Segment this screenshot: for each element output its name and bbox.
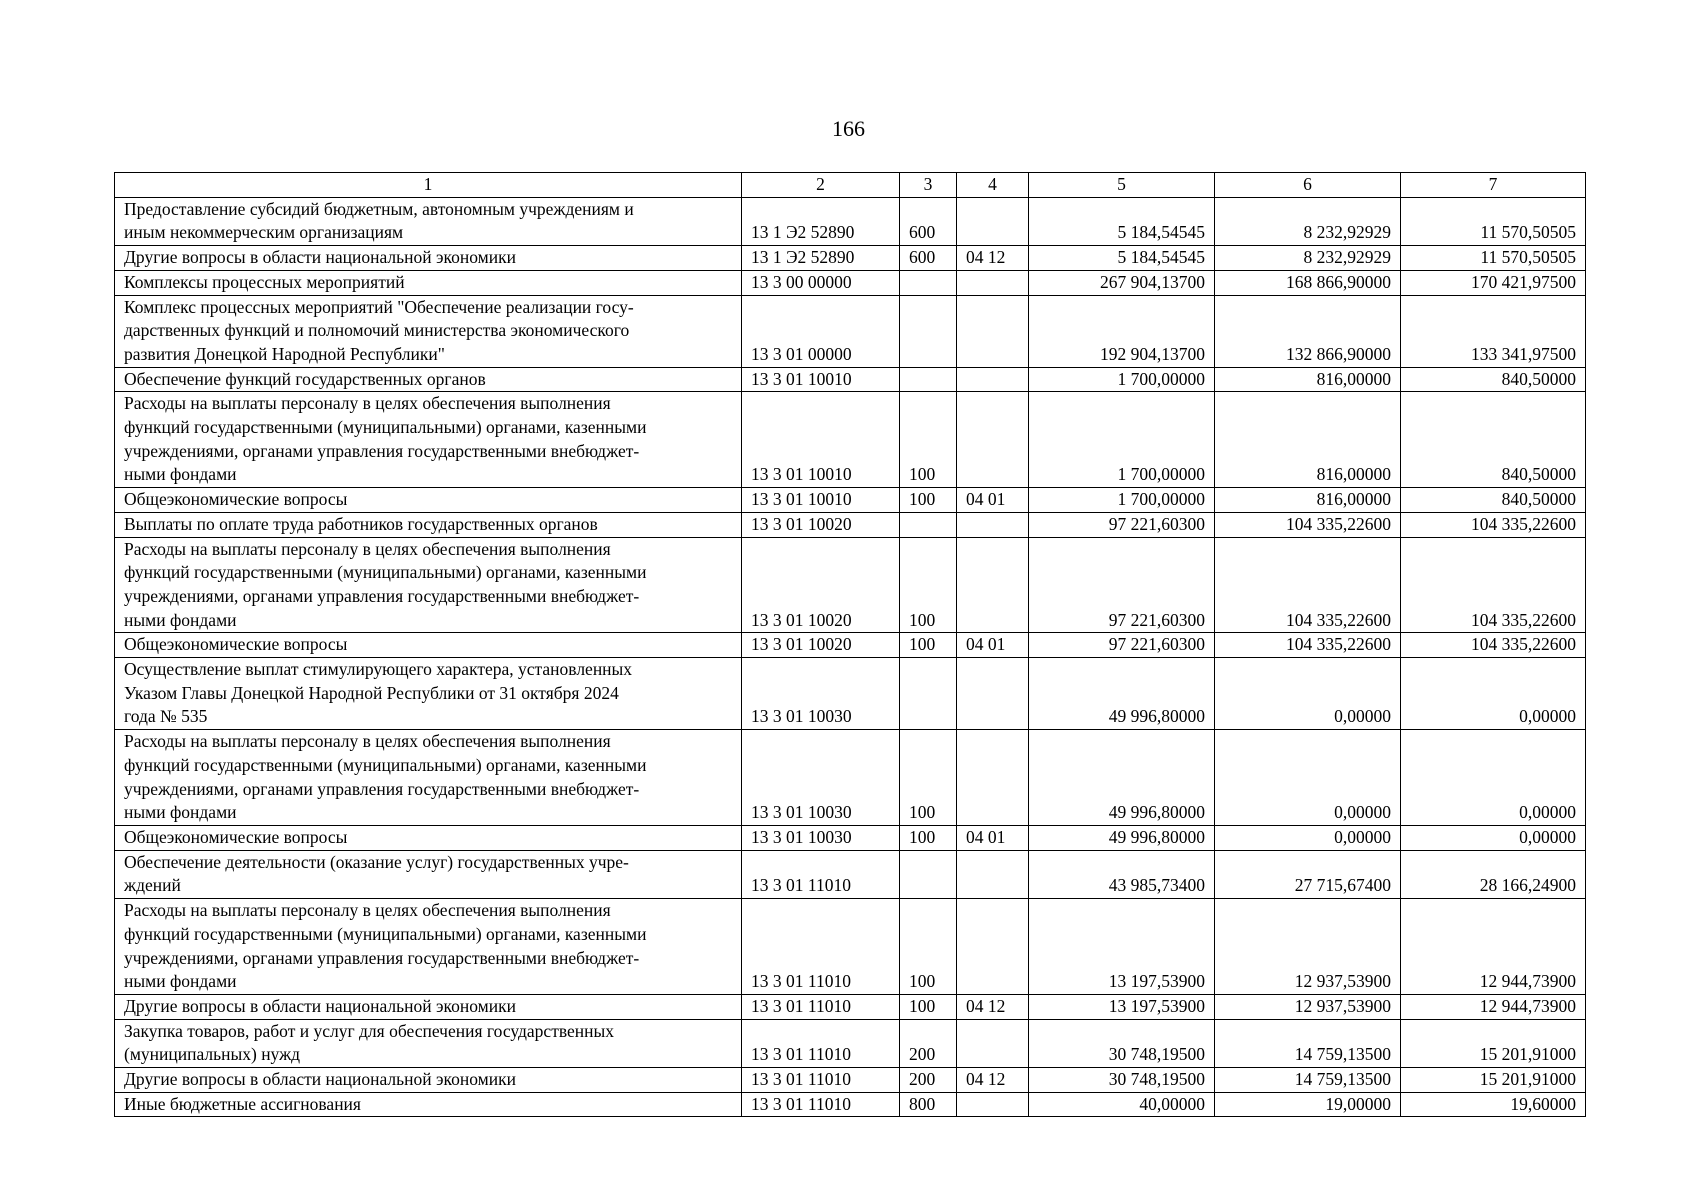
row-code-cell: 13 3 01 10030 [742,825,900,850]
column-header: 6 [1215,173,1401,198]
table-row [115,1092,1586,1117]
table-row [115,1019,1586,1067]
row-amount-col7-cell: 840,50000 [1401,392,1586,488]
row-expense-type-cell: 100 [900,825,957,850]
row-code-cell: 13 3 01 11010 [742,1092,900,1117]
table-row [115,658,1586,730]
row-expense-type-cell: 100 [900,633,957,658]
row-amount-col6-cell: 0,00000 [1215,658,1401,730]
row-section-cell [957,730,1029,826]
row-code-cell: 13 3 01 11010 [742,1019,900,1067]
row-expense-type-cell: 600 [900,197,957,245]
row-code-cell: 13 3 01 10010 [742,367,900,392]
row-code-cell: 13 3 01 11010 [742,994,900,1019]
row-amount-col7-cell: 170 421,97500 [1401,270,1586,295]
budget-table [114,172,1586,1117]
row-amount-col5-cell: 43 985,73400 [1029,850,1215,898]
row-amount-col5-cell: 49 996,80000 [1029,730,1215,826]
table-row [115,246,1586,271]
row-expense-type-cell [900,850,957,898]
column-header-row [115,173,1586,198]
row-name-cell: Обеспечение деятельности (оказание услуг) государственных учре- ждений [115,850,742,898]
row-code-cell: 13 3 01 10020 [742,633,900,658]
row-amount-col6-cell: 0,00000 [1215,825,1401,850]
row-code-cell: 13 3 01 11010 [742,1068,900,1093]
column-header: 5 [1029,173,1215,198]
row-amount-col7-cell: 15 201,91000 [1401,1019,1586,1067]
row-amount-col5-cell: 97 221,60300 [1029,633,1215,658]
column-header: 4 [957,173,1029,198]
row-amount-col7-cell: 0,00000 [1401,658,1586,730]
row-name-cell: Осуществление выплат стимулирующего характера, установленных Указом Главы Донецкой Народной Республики от 31 октября 2024 года № 535 [115,658,742,730]
page-number: 166 [832,116,865,141]
row-name-cell: Закупка товаров, работ и услуг для обеспечения государственных (муниципальных) нужд [115,1019,742,1067]
column-header: 2 [742,173,900,198]
row-amount-col7-cell: 840,50000 [1401,488,1586,513]
table-row [115,392,1586,488]
row-amount-col7-cell: 133 341,97500 [1401,295,1586,367]
table-row [115,899,1586,995]
row-section-cell [957,1092,1029,1117]
column-header: 3 [900,173,957,198]
row-code-cell: 13 3 01 10020 [742,537,900,633]
row-section-cell [957,850,1029,898]
row-code-cell: 13 3 00 00000 [742,270,900,295]
row-amount-col7-cell: 104 335,22600 [1401,537,1586,633]
row-amount-col6-cell: 816,00000 [1215,367,1401,392]
row-section-cell [957,512,1029,537]
row-expense-type-cell: 200 [900,1019,957,1067]
row-amount-col7-cell: 15 201,91000 [1401,1068,1586,1093]
row-amount-col5-cell: 192 904,13700 [1029,295,1215,367]
row-code-cell: 13 1 Э2 52890 [742,246,900,271]
row-amount-col5-cell: 97 221,60300 [1029,537,1215,633]
row-amount-col5-cell: 13 197,53900 [1029,994,1215,1019]
row-section-cell [957,392,1029,488]
row-section-cell: 04 12 [957,1068,1029,1093]
row-amount-col6-cell: 104 335,22600 [1215,512,1401,537]
row-expense-type-cell [900,295,957,367]
row-amount-col6-cell: 104 335,22600 [1215,633,1401,658]
table-row [115,512,1586,537]
row-code-cell: 13 3 01 10010 [742,392,900,488]
row-amount-col5-cell: 1 700,00000 [1029,488,1215,513]
row-amount-col5-cell: 40,00000 [1029,1092,1215,1117]
table-row [115,295,1586,367]
row-amount-col5-cell: 49 996,80000 [1029,825,1215,850]
row-name-cell: Другие вопросы в области национальной экономики [115,994,742,1019]
row-expense-type-cell [900,658,957,730]
row-name-cell: Иные бюджетные ассигнования [115,1092,742,1117]
row-name-cell: Другие вопросы в области национальной экономики [115,246,742,271]
table-row [115,730,1586,826]
row-expense-type-cell: 100 [900,392,957,488]
row-amount-col5-cell: 13 197,53900 [1029,899,1215,995]
row-code-cell: 13 3 01 10030 [742,730,900,826]
row-section-cell [957,270,1029,295]
row-amount-col6-cell: 8 232,92929 [1215,197,1401,245]
row-code-cell: 13 3 01 10030 [742,658,900,730]
row-amount-col6-cell: 14 759,13500 [1215,1019,1401,1067]
row-name-cell: Предоставление субсидий бюджетным, автономным учреждениям и иным некоммерческим организациям [115,197,742,245]
row-amount-col5-cell: 1 700,00000 [1029,392,1215,488]
row-expense-type-cell [900,512,957,537]
row-amount-col5-cell: 267 904,13700 [1029,270,1215,295]
row-name-cell: Комплексы процессных мероприятий [115,270,742,295]
row-amount-col5-cell: 97 221,60300 [1029,512,1215,537]
table-row [115,633,1586,658]
row-expense-type-cell: 600 [900,246,957,271]
row-expense-type-cell: 100 [900,537,957,633]
row-amount-col7-cell: 11 570,50505 [1401,246,1586,271]
row-section-cell: 04 01 [957,825,1029,850]
row-amount-col6-cell: 132 866,90000 [1215,295,1401,367]
row-code-cell: 13 3 01 11010 [742,850,900,898]
row-code-cell: 13 3 01 10020 [742,512,900,537]
row-expense-type-cell: 100 [900,994,957,1019]
row-name-cell: Общеэкономические вопросы [115,633,742,658]
row-amount-col7-cell: 0,00000 [1401,825,1586,850]
row-section-cell: 04 12 [957,994,1029,1019]
row-amount-col7-cell: 28 166,24900 [1401,850,1586,898]
table-row [115,488,1586,513]
row-amount-col7-cell: 12 944,73900 [1401,899,1586,995]
row-amount-col7-cell: 11 570,50505 [1401,197,1586,245]
row-expense-type-cell: 100 [900,488,957,513]
table-row [115,850,1586,898]
column-header: 1 [115,173,742,198]
row-amount-col5-cell: 49 996,80000 [1029,658,1215,730]
row-expense-type-cell: 800 [900,1092,957,1117]
row-amount-col6-cell: 816,00000 [1215,488,1401,513]
row-name-cell: Расходы на выплаты персоналу в целях обеспечения выполнения функций государственными (муниципальными) органами, казенными учреждениями, органами управления государственными внебюджет- ными фондами [115,899,742,995]
row-code-cell: 13 3 01 11010 [742,899,900,995]
row-code-cell: 13 3 01 10010 [742,488,900,513]
row-expense-type-cell [900,270,957,295]
row-expense-type-cell: 100 [900,730,957,826]
table-row [115,994,1586,1019]
row-expense-type-cell: 200 [900,1068,957,1093]
row-amount-col7-cell: 104 335,22600 [1401,633,1586,658]
row-section-cell: 04 01 [957,488,1029,513]
table-row [115,367,1586,392]
row-expense-type-cell: 100 [900,899,957,995]
row-amount-col5-cell: 1 700,00000 [1029,367,1215,392]
table-row [115,825,1586,850]
row-name-cell: Обеспечение функций государственных органов [115,367,742,392]
row-amount-col6-cell: 816,00000 [1215,392,1401,488]
row-amount-col7-cell: 104 335,22600 [1401,512,1586,537]
row-amount-col7-cell: 12 944,73900 [1401,994,1586,1019]
column-header: 7 [1401,173,1586,198]
row-section-cell: 04 12 [957,246,1029,271]
row-name-cell: Выплаты по оплате труда работников государственных органов [115,512,742,537]
table-row [115,197,1586,245]
row-section-cell [957,537,1029,633]
row-name-cell: Общеэкономические вопросы [115,488,742,513]
row-amount-col6-cell: 27 715,67400 [1215,850,1401,898]
row-name-cell: Другие вопросы в области национальной экономики [115,1068,742,1093]
row-amount-col6-cell: 104 335,22600 [1215,537,1401,633]
row-section-cell [957,1019,1029,1067]
row-amount-col5-cell: 5 184,54545 [1029,246,1215,271]
row-section-cell: 04 01 [957,633,1029,658]
row-section-cell [957,295,1029,367]
row-amount-col7-cell: 0,00000 [1401,730,1586,826]
row-amount-col7-cell: 840,50000 [1401,367,1586,392]
row-section-cell [957,197,1029,245]
row-amount-col5-cell: 5 184,54545 [1029,197,1215,245]
row-section-cell [957,658,1029,730]
row-expense-type-cell [900,367,957,392]
row-amount-col5-cell: 30 748,19500 [1029,1019,1215,1067]
row-amount-col6-cell: 0,00000 [1215,730,1401,826]
row-code-cell: 13 3 01 00000 [742,295,900,367]
table-row [115,1068,1586,1093]
row-name-cell: Общеэкономические вопросы [115,825,742,850]
row-section-cell [957,899,1029,995]
table-row [115,537,1586,633]
row-amount-col6-cell: 19,00000 [1215,1092,1401,1117]
row-name-cell: Расходы на выплаты персоналу в целях обеспечения выполнения функций государственными (муниципальными) органами, казенными учреждениями, органами управления государственными внебюджет- ными фондами [115,730,742,826]
row-name-cell: Расходы на выплаты персоналу в целях обеспечения выполнения функций государственными (муниципальными) органами, казенными учреждениями, органами управления государственными внебюджет- ными фондами [115,537,742,633]
table-body [115,197,1586,1117]
row-amount-col6-cell: 12 937,53900 [1215,994,1401,1019]
row-amount-col5-cell: 30 748,19500 [1029,1068,1215,1093]
row-amount-col6-cell: 14 759,13500 [1215,1068,1401,1093]
row-amount-col7-cell: 19,60000 [1401,1092,1586,1117]
row-code-cell: 13 1 Э2 52890 [742,197,900,245]
row-amount-col6-cell: 168 866,90000 [1215,270,1401,295]
row-amount-col6-cell: 8 232,92929 [1215,246,1401,271]
row-section-cell [957,367,1029,392]
row-name-cell: Комплекс процессных мероприятий "Обеспечение реализации госу- дарственных функций и полномочий министерства экономического развития Донецкой Народной Республики" [115,295,742,367]
table-row [115,270,1586,295]
row-amount-col6-cell: 12 937,53900 [1215,899,1401,995]
row-name-cell: Расходы на выплаты персоналу в целях обеспечения выполнения функций государственными (муниципальными) органами, казенными учреждениями, органами управления государственными внебюджет- ными фондами [115,392,742,488]
